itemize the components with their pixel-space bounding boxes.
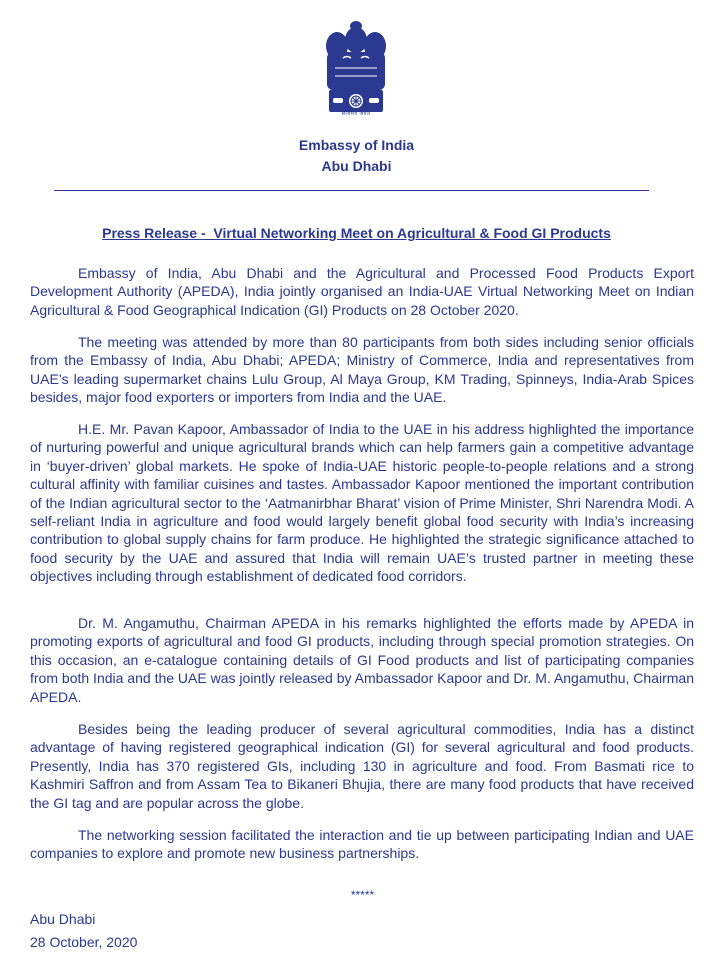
footer-place: Abu Dhabi	[30, 911, 96, 927]
emblem-motto: सत्यमेव जयते	[341, 111, 371, 117]
header-embassy-name: Embassy of India	[298, 137, 415, 153]
body-paragraph: The networking session facilitated the interaction and tie up between participating Indian and UAE companies to explore and promote new business partnerships.	[30, 827, 694, 862]
header-divider	[54, 190, 649, 191]
national-emblem-icon	[313, 18, 399, 124]
body-paragraph: Dr. M. Angamuthu, Chairman APEDA in his remarks highlighted the efforts made by APEDA in promoting exports of agricultural and food GI products, including through special promotion strategies. On this occasion, an e-catalogue containing details of GI Food products and list of participating companies from both India and the UAE was jointly released by Ambassador Kapoor and Dr. M. Angamuthu, Chairman APEDA.	[30, 615, 694, 705]
press-release-title: Press Release - Virtual Networking Meet on Agricultural & Food GI Products	[102, 225, 611, 241]
body-paragraph: Embassy of India, Abu Dhabi and the Agricultural and Processed Food Products Export Development Authority (APEDA), India jointly organised an India-UAE Virtual Networking Meet on Indian Agricultural & Food Geographical Indication (GI) Products on 28 October 2020.	[30, 265, 694, 318]
body-paragraph: Besides being the leading producer of several agricultural commodities, India has a distinct advantage of having registered geographical indication (GI) for several agricultural and food products. Presently, India has 370 registered GIs, including 130 in agriculture and food. From Basmati rice to Kashmiri Saffron and from Assam Tea to Bikaneri Bhujia, there are many food products that have received the GI tag and are popular across the globe.	[30, 721, 694, 811]
header-city: Abu Dhabi	[321, 158, 392, 174]
footer-date: 28 October, 2020	[30, 934, 138, 950]
body-paragraph: The meeting was attended by more than 80 participants from both sides including senior officials from the Embassy of India, Abu Dhabi; APEDA; Ministry of Commerce, India and representatives from UAE’s leading supermarket chains Lulu Group, Al Maya Group, KM Trading, Spinneys, India-Arab Spices besides, major food exporters or importers from India and the UAE.	[30, 334, 694, 406]
body-paragraph: H.E. Mr. Pavan Kapoor, Ambassador of India to the UAE in his address highlighted the importance of nurturing powerful and unique agricultural brands which can help farmers gain a competitive advantage in ‘buyer-driven’ global markets. He spoke of India-UAE historic people-to-people relations and a strong cultural affinity with familiar cuisines and tastes. Ambassador Kapoor mentioned the important contribution of the Indian agricultural sector to the ‘Aatmanirbhar Bharat’ vision of Prime Minister, Shri Narendra Modi. A self-reliant India in agriculture and food would largely benefit global food security with India’s increasing contribution to global supply chains for farm produce. He highlighted the strategic significance attached to food security by the UAE and assured that India will remain UAE’s trusted partner in meeting these objectives including through establishment of dedicated food corridors.	[30, 421, 694, 585]
section-separator: *****	[350, 888, 375, 902]
